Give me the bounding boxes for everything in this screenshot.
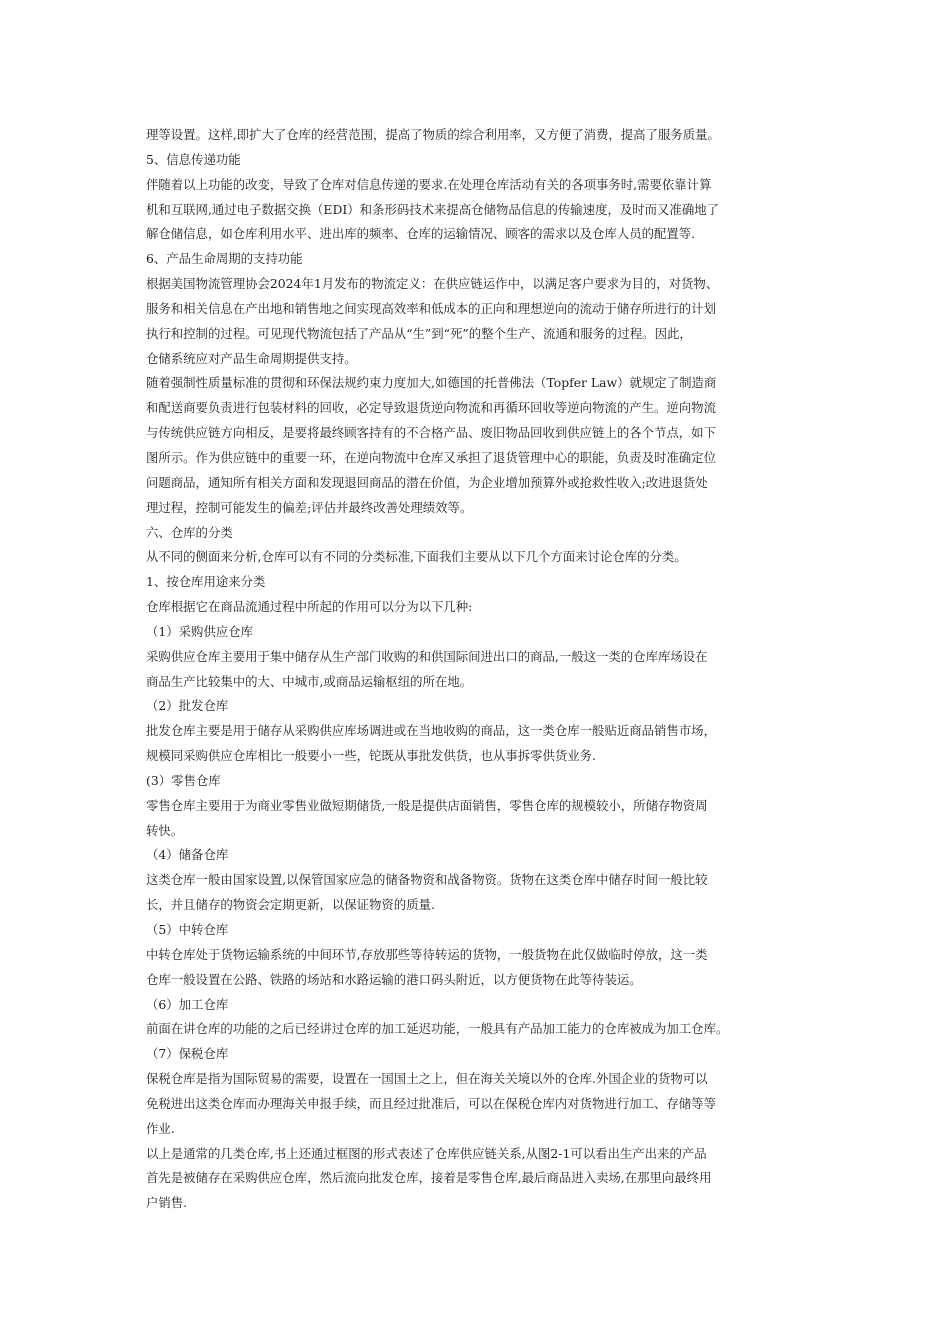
chapter-heading: 六、仓库的分类 [146,524,233,540]
text-line: 以上是通常的几类仓库,书上还通过框图的形式表述了仓库供应链关系,从图2-1可以看出生产出来的产品 [146,1145,707,1161]
subsection-heading: （4）储备仓库 [146,847,229,863]
text-line: 长，并且储存的物资会定期更新，以保证物资的质量. [146,897,435,913]
text-line: 从不同的侧面来分析,仓库可以有不同的分类标准,下面我们主要从以下几个方面来讨论仓库的分类。 [146,549,687,565]
text-line: 图所示。作为供应链中的重要一环，在逆向物流中仓库又承担了退货管理中心的职能，负责及时准确定位 [146,449,716,465]
text-line: 作业. [146,1120,175,1136]
text-line: 理等设置。这样,即扩大了仓库的经营范围，提高了物质的综合利用率，又方便了消费，提高了服务质量。 [146,127,720,142]
text-line: 转快。 [146,822,184,838]
subsection-heading: （1）采购供应仓库 [146,623,254,639]
text-line: 零售仓库主要用于为商业零售业做短期储货,一般是提供店面销售，零售仓库的规模较小，所储存物资周 [146,797,708,813]
text-line: 根据美国物流管理协会2024年1月发布的物流定义：在供应链运作中，以满足客户要求为目的，对货物、 [146,276,719,292]
text-line: 商品生产比较集中的大、中城市,或商品运输枢纽的所在地。 [146,673,473,689]
text-line: 仓储系统应对产品生命周期提供支持。 [146,350,357,366]
text-line: 户销售. [146,1195,188,1211]
text-line: 仓库根据它在商品流通过程中所起的作用可以分为以下几种: [146,599,473,615]
text-line: 与传统供应链方向相反，是要将最终顾客持有的不合格产品、废旧物品回收到供应链上的各个节点，如下 [146,425,716,441]
subsection-heading: （2）批发仓库 [146,698,229,714]
section-heading: 6、产品生命周期的支持功能 [146,251,303,267]
text-line: 理过程，控制可能发生的偏差;评估并最终改善处理绩效等。 [146,499,473,515]
text-line: 保税仓库是指为国际贸易的需要，设置在一国国土之上，但在海关关境以外的仓库.外国企业的货物可以 [146,1071,708,1087]
text-line: 批发仓库主要是用于储存从采购供应库场调进或在当地收购的商品，这一类仓库一般贴近商品销售市场， [146,723,716,739]
text-line: 解仓储信息，如仓库利用水平、进出库的频率、仓库的运输情况、顾客的需求以及仓库人员的配置等. [146,226,696,242]
text-line: 首先是被储存在采购供应仓库，然后流向批发仓库，接着是零售仓库,最后商品进入卖场,在那里向最终用 [146,1170,712,1186]
subsection-heading: (3）零售仓库 [146,772,221,788]
text-line: 机和互联网,通过电子数据交换（EDI）和条形码技术来提高仓储物品信息的传输速度，及时而又准确地了 [146,201,719,217]
subsection-heading: （5）中转仓库 [146,922,229,937]
text-line: 伴随着以上功能的改变，导致了仓库对信息传递的要求.在处理仓库活动有关的各项事务时,需要依靠计算 [146,176,712,192]
text-line: 问题商品，通知所有相关方面和发现退回商品的潜在价值，为企业增加预算外或抢救性收入;改进退货处 [146,474,708,490]
text-line: 执行和控制的过程。可见现代物流包括了产品从“生”到“死”的整个生产、流通和服务的过程。因此， [146,325,692,341]
text-line: 这类仓库一般由国家设置,以保管国家应急的储备物资和战备物资。货物在这类仓库中储存时间一般比较 [146,872,708,888]
text-line: 前面在讲仓库的功能的之后已经讲过仓库的加工延迟功能，一般具有产品加工能力的仓库被成为加工仓库。 [146,1021,729,1037]
text-line: 和配送商要负责进行包装材料的回收，必定导致退货逆向物流和再循环回收等逆向物流的产生。逆向物流 [146,400,716,416]
text-line: 免税进出这类仓库而办理海关申报手续，而且经过批准后，可以在保税仓库内对货物进行加工、存储等等 [146,1095,716,1111]
text-line: 采购供应仓库主要用于集中储存从生产部门收购的和供国际间进出口的商品,一般这一类的仓库库场设在 [146,648,708,664]
text-line: 随着强制性质量标准的贯彻和环保法规约束力度加大,如德国的托普佛法（Topfer Law）就规定了制造商 [146,375,717,391]
text-line: 服务和相关信息在产出地和销售地之间实现高效率和低成本的正向和理想逆向的流动于储存所进行的计划 [146,300,716,316]
section-heading: 5、信息传递功能 [146,151,241,167]
section-heading: 1、按仓库用途来分类 [146,574,266,590]
subsection-heading: （7）保税仓库 [146,1046,229,1062]
text-line: 中转仓库处于货物运输系统的中间环节,存放那些等待转运的货物，一般货物在此仅做临时停放，这一类 [146,946,708,962]
text-line: 规模同采购供应仓库相比一般要小一些，铊既从事批发供货，也从事拆零供货业务. [146,748,597,764]
subsection-heading: （6）加工仓库 [146,996,229,1012]
document-page [146,123,821,1216]
text-line: 仓库一般设置在公路、铁路的场站和水路运输的港口码头附近，以方便货物在此等待装运。 [146,971,642,987]
